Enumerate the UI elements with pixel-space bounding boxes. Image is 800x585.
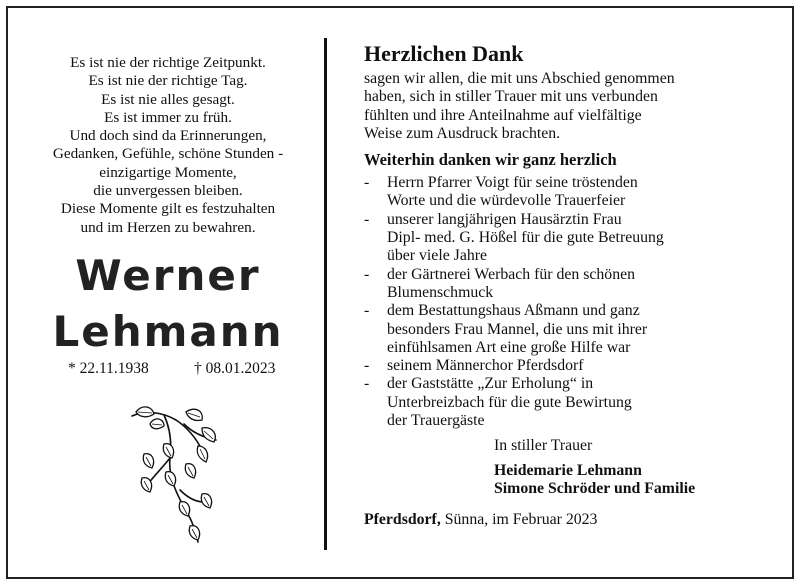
item-line: der Trauergäste xyxy=(387,412,485,430)
thanks-list xyxy=(364,174,774,430)
item-line: über viele Jahre xyxy=(387,247,487,265)
poem-line: Gedanken, Gefühle, schöne Stunden - xyxy=(52,145,284,163)
list-item xyxy=(364,357,774,375)
item-line: seinem Männerchor Pferdsdorf xyxy=(387,357,584,375)
list-item xyxy=(364,174,774,211)
list-dash: - xyxy=(364,265,370,283)
poem-line: und im Herzen zu bewahren. xyxy=(80,218,256,236)
item-line: Worte und die würdevolle Trauerfeier xyxy=(387,192,626,210)
place-rest: Sünna, im Februar 2023 xyxy=(440,511,598,529)
signoff-intro: In stiller Trauer xyxy=(494,437,593,455)
birth-date: * 22.11.1938 xyxy=(68,360,149,377)
item-line: Dipl- med. G. Hößel für die gute Betreuung xyxy=(387,229,664,247)
deceased-last-name: Lehmann xyxy=(52,307,284,356)
poem xyxy=(20,54,316,237)
death-date: † 08.01.2023 xyxy=(194,360,276,377)
item-line: dem Bestattungshaus Aßmann und ganz xyxy=(387,302,640,320)
thanks-section xyxy=(364,40,774,530)
intro-line: haben, sich in stiller Trauer mit uns verbunden xyxy=(364,88,658,106)
deceased-first-name: Werner xyxy=(75,251,261,300)
item-line: Blumenschmuck xyxy=(387,283,494,301)
thanks-heading: Herzlichen Dank xyxy=(364,41,524,66)
list-item xyxy=(364,266,774,303)
signoff xyxy=(364,437,774,498)
poem-line: Es ist immer zu früh. xyxy=(104,108,232,126)
poem-line: einzigartige Momente, xyxy=(99,163,237,181)
item-line: der Gaststätte „Zur Erholung“ in xyxy=(387,375,594,393)
list-dash: - xyxy=(364,375,370,393)
list-dash: - xyxy=(364,357,370,375)
item-line: der Gärtnerei Werbach für den schönen xyxy=(387,265,635,283)
list-item xyxy=(364,375,774,430)
list-item xyxy=(364,302,774,357)
item-line: einfühlsamen Art eine große Hilfe war xyxy=(387,338,631,356)
place-date xyxy=(364,511,774,529)
poem-line: Diese Momente gilt es festzuhalten xyxy=(60,200,276,218)
list-dash: - xyxy=(364,174,370,192)
signer-name: Heidemarie Lehmann xyxy=(494,461,642,479)
thanks-intro xyxy=(364,70,774,143)
poem-line: Es ist nie alles gesagt. xyxy=(101,90,235,108)
place-town: Pferdsdorf, xyxy=(364,511,441,529)
intro-line: Weise zum Ausdruck brachten. xyxy=(364,124,561,142)
intro-line: fühlten und ihre Anteilnahme auf vielfältige xyxy=(364,106,642,124)
poem-line: Es ist nie der richtige Zeitpunkt. xyxy=(70,54,266,71)
list-item xyxy=(364,211,774,266)
birch-branch-icon xyxy=(124,398,224,546)
intro-line: sagen wir allen, die mit uns Abschied genommen xyxy=(364,70,675,87)
item-line: Unterbreizbach für die gute Bewirtung xyxy=(387,393,632,411)
signer-name: Simone Schröder und Familie xyxy=(494,479,696,497)
thanks-subheading: Weiterhin danken wir ganz herzlich xyxy=(364,150,617,170)
item-line: Herrn Pfarrer Voigt für seine tröstenden xyxy=(387,174,638,192)
list-dash: - xyxy=(364,210,370,228)
item-line: besonders Frau Mannel, die uns mit ihrer xyxy=(387,320,648,338)
poem-line: Und doch sind da Erinnerungen, xyxy=(69,127,267,145)
list-dash: - xyxy=(364,302,370,320)
poem-line: Es ist nie der richtige Tag. xyxy=(88,72,248,90)
poem-line: die unvergessen bleiben. xyxy=(93,182,243,200)
item-line: unserer langjährigen Hausärztin Frau xyxy=(387,210,622,228)
column-divider xyxy=(324,38,327,550)
